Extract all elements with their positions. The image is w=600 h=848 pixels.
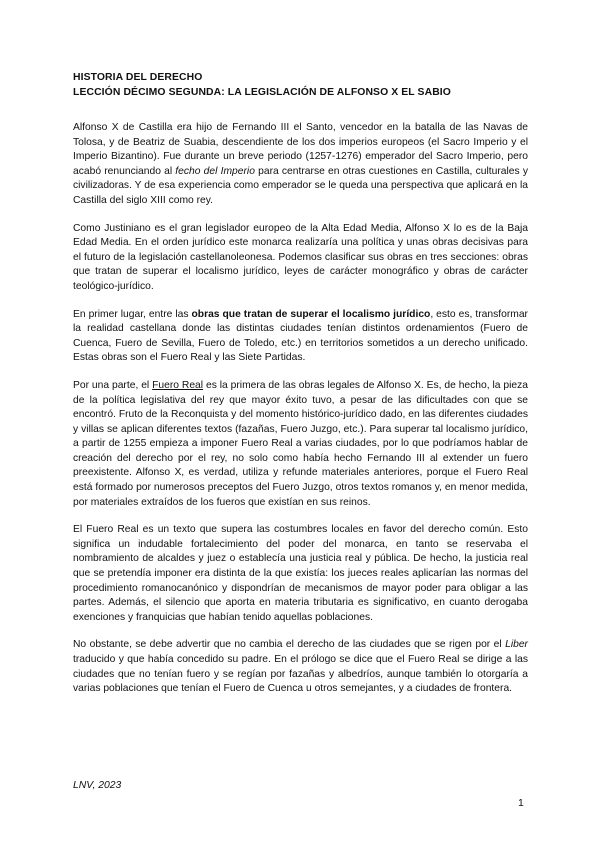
lesson-title: LECCIÓN DÉCIMO SEGUNDA: LA LEGISLACIÓN DE ALFONSO X EL SABIO: [73, 87, 451, 98]
paragraph-3-text-b: , esto es, transformar la realidad castellana donde las distintas ciudades tenían distintos ordenamientos (Fuero de Cuenca, Fuero de Sevilla, Fuero de Toledo, etc.) en territorios sometidos a un derecho unificado. Estas obras son el Fuero Real y las Siete Partidas.: [73, 308, 528, 364]
paragraph-4-text-b: es la primera de las obras legales de Alfonso X. Es, de hecho, la pieza de la política legislativa del rey que mayor éxito tuvo, a pesar de las dificultades con que se encontró. Fruto de la Reconquista y del momento histórico-jurídico dado, en las diferentes ciudades y villas se aplican diferentes textos (fazañas, Fuero Juzgo, etc.). Para superar tal localismo jurídico, a partir de 1255 empieza a imponer Fuero Real a varias ciudades, por lo que podríamos hablar de creación del derecho por el rey, no solo como había hecho Fernando III al extender un fuero preexistente. Alfonso X, es verdad, utiliza y refunde materiales anteriores, porque el Fuero Real está formado por numerosos preceptos del Fuero Juzgo, otros textos romanos y, en menor medida, por materiales extraídos de los fueros que existían en sus reinos.: [73, 379, 529, 508]
paragraph-1: [73, 121, 528, 209]
paragraph-6-text-b: traducido y que había concedido su padre. En el prólogo se dice que el Fuero Real se dirige a las ciudades que no tenían fuero y se regían por fazañas y albedríos, aunque también lo otorgaría a varias poblaciones que tenían el Fuero de Cuenca u otros semejantes, y a ciudades de frontera.: [73, 654, 528, 695]
paragraph-1-text-b: para centrarse en otras cuestiones en Castilla, culturales y civilizadoras. Y de esa experiencia como emperador se le queda una perspectiva que aplicará en la Castilla del siglo XIII como rey.: [73, 165, 528, 206]
paragraph-6-text-a: No obstante, se debe advertir que no cambia el derecho de las ciudades que se rigen por el: [73, 639, 506, 651]
paragraph-3-bold: obras que tratan de superar el localismo jurídico: [191, 308, 431, 320]
paragraph-1-text-a: Alfonso X de Castilla era hijo de Fernando III el Santo, vencedor en la batalla de las Navas de Tolosa, y de Beatriz de Suabia, descendiente de los dos imperios europeos (el Sacro Imperio y el Imperio Bizantino). Fue durante un breve periodo (1257-1276) emperador del Sacro Imperio, pero acabó renunciando al: [73, 122, 528, 177]
paragraph-3-text-a: En primer lugar, entre las: [73, 308, 192, 320]
paragraph-4-underline: Fuero Real: [152, 379, 204, 391]
course-title: HISTORIA DEL DERECHO: [73, 72, 203, 83]
paragraph-6-italic: Liber: [505, 639, 528, 651]
paragraph-4: [73, 379, 528, 510]
paragraph-1-italic: fecho del Imperio: [175, 165, 255, 177]
paragraph-6: [73, 638, 528, 696]
document-body: [73, 70, 528, 710]
paragraph-4-text-a: Por una parte, el: [73, 379, 153, 391]
page-number: 1: [518, 798, 524, 809]
paragraph-2: Como Justiniano es el gran legislador europeo de la Alta Edad Media, Alfonso X lo es de la Baja Edad Media. En el orden jurídico este monarca realizaría una política y unas obras decisivas para el futuro de la legislación castellanoleonesa. Podemos clasificar sus obras en tres secciones: obras que tratan de superar el localismo jurídico, leyes de carácter monográfico y obras de carácter teológico-jurídico.: [73, 222, 528, 292]
paragraph-5: El Fuero Real es un texto que supera las costumbres locales en favor del derecho común. Esto significa un indudable fortalecimiento del poder del monarca, en tanto se reservaba el nombramiento de alcaldes y juez o establecía una justicia real y pública. De hecho, la justicia real que se pretendía imponer era distinta de la que existía: los jueces reales aplicarían las normas del procedimiento romanocanónico y dispondrían de mecanismos de mayor poder para obligar a las partes. Además, el silencio que aporta en materia tributaria es significativo, en cuanto derogaba exenciones y franquicias que habían tenido aquellas poblaciones.: [73, 524, 528, 623]
heading-block: [73, 70, 528, 100]
footer-author: LNV, 2023: [73, 780, 122, 791]
paragraph-3: [73, 308, 528, 366]
